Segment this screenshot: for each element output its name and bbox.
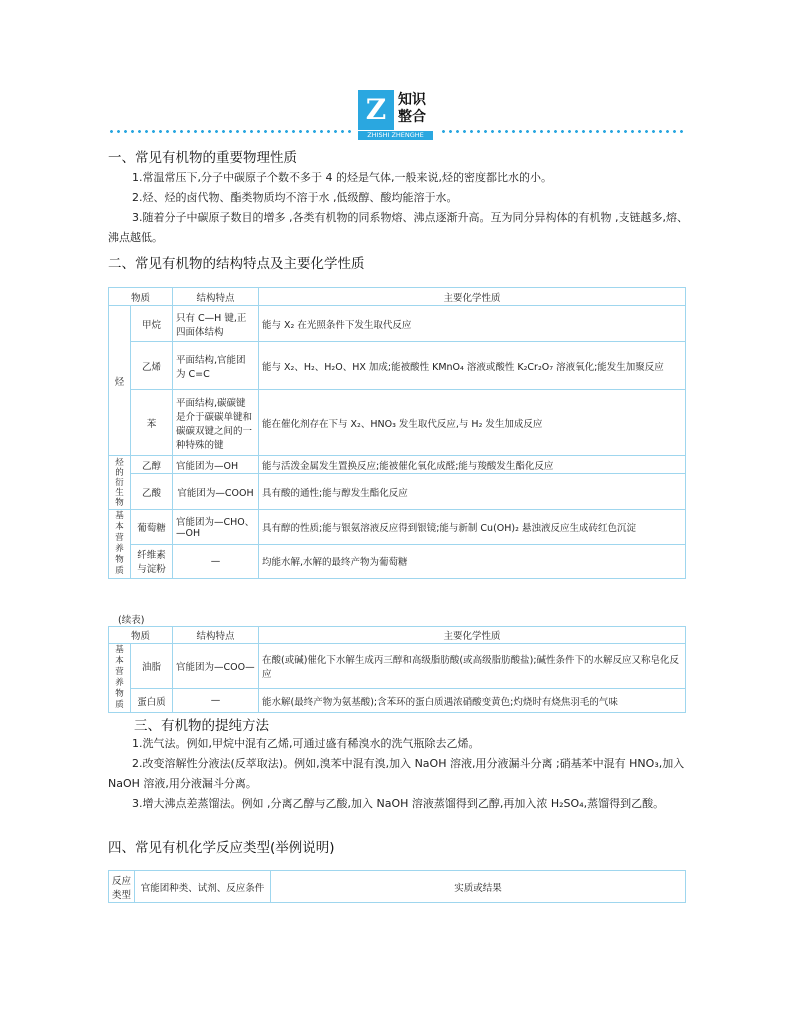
cell-name: 纤维素与淀粉 xyxy=(131,544,173,579)
cell-name: 油脂 xyxy=(131,644,173,689)
s3-p3: 3.增大沸点差蒸馏法。例如 ,分离乙醇与乙酸,加入 NaOH 溶液蒸馏得到乙醇,再加入浓 H₂SO₄,蒸馏得到乙酸。 xyxy=(132,797,665,810)
section-badge xyxy=(358,90,433,138)
cell-property: 能在催化剂存在下与 X₂、HNO₃ 发生取代反应,与 H₂ 发生加成反应 xyxy=(259,390,686,456)
group-derivative: 烃的衍生物 xyxy=(109,456,131,510)
cell-property: 在酸(或碱)催化下水解生成丙三醇和高级脂肪酸(或高级脂肪酸盐);碱性条件下的水解反应又称皂化反应 xyxy=(259,644,686,689)
cell-property: 能与 X₂ 在光照条件下发生取代反应 xyxy=(259,306,686,342)
cell-property: 能水解(最终产物为氨基酸);含苯环的蛋白质遇浓硝酸变黄色;灼烧时有烧焦羽毛的气味 xyxy=(259,689,686,713)
cell-structure: 官能团为—OH xyxy=(173,456,259,474)
th-substance: 物质 xyxy=(109,288,173,306)
cell-structure: — xyxy=(173,544,259,579)
cell-name: 乙醇 xyxy=(131,456,173,474)
cell-property: 能与 X₂、H₂、H₂O、HX 加成;能被酸性 KMnO₄ 溶液或酸性 K₂Cr₂O₇ 溶液氧化;能发生加聚反应 xyxy=(259,342,686,390)
cell-structure: 官能团为—CHO、—OH xyxy=(173,510,259,545)
cell-structure: 官能团为—COO— xyxy=(173,644,259,689)
divider-right xyxy=(440,130,685,133)
section2-title: 二、常见有机物的结构特点及主要化学性质 xyxy=(108,256,365,272)
reaction-table xyxy=(108,870,686,903)
badge-line1: 知识 xyxy=(398,92,426,108)
cell-structure: 官能团为—COOH xyxy=(173,474,259,510)
badge-line2: 整合 xyxy=(398,109,426,125)
th-property: 主要化学性质 xyxy=(259,288,686,306)
cell-property: 能与活泼金属发生置换反应;能被催化氧化成醛;能与羧酸发生酯化反应 xyxy=(259,456,686,474)
divider-left xyxy=(108,130,354,133)
cell-name: 乙烯 xyxy=(131,342,173,390)
cell-structure: 平面结构,官能团为 C=C xyxy=(173,342,259,390)
badge-letter: Z xyxy=(358,90,394,130)
section3-title: 三、有机物的提纯方法 xyxy=(134,718,269,734)
th-structure: 结构特点 xyxy=(173,627,259,644)
section1-title: 一、常见有机物的重要物理性质 xyxy=(108,150,297,166)
group-hydrocarbon: 烃 xyxy=(109,306,131,456)
cell-property: 具有醇的性质;能与银氨溶液反应得到银镜;能与新制 Cu(OH)₂ 悬浊液反应生成砖红色沉淀 xyxy=(259,510,686,545)
cell-property: 具有酸的通性;能与醇发生酯化反应 xyxy=(259,474,686,510)
cell-structure: — xyxy=(173,689,259,713)
cell-name: 葡萄糖 xyxy=(131,510,173,545)
cell-name: 蛋白质 xyxy=(131,689,173,713)
s3-p1: 1.洗气法。例如,甲烷中混有乙烯,可通过盛有稀溴水的洗气瓶除去乙烯。 xyxy=(132,737,480,750)
cell-structure: 平面结构,碳碳键是介于碳碳单键和碳碳双键之间的一种特殊的键 xyxy=(173,390,259,456)
cell-name: 苯 xyxy=(131,390,173,456)
s1-p1: 1.常温常压下,分子中碳原子个数不多于 4 的烃是气体,一般来说,烃的密度都比水的小。 xyxy=(132,171,552,184)
cell-structure: 只有 C—H 键,正四面体结构 xyxy=(173,306,259,342)
s1-p3: 3.随着分子中碳原子数目的增多 ,各类有机物的同系物熔、沸点逐渐升高。互为同分异构体的有机物 ,支链越多,熔、沸点越低。 xyxy=(108,211,688,244)
th-reaction-type: 反应类型 xyxy=(109,871,135,903)
th-property: 主要化学性质 xyxy=(259,627,686,644)
cell-property: 均能水解,水解的最终产物为葡萄糖 xyxy=(259,544,686,579)
section4-title: 四、常见有机化学反应类型(举例说明) xyxy=(108,840,335,856)
th-result: 实质或结果 xyxy=(271,871,686,903)
th-structure: 结构特点 xyxy=(173,288,259,306)
continued-table xyxy=(108,626,686,713)
s1-p2: 2.烃、烃的卤代物、酯类物质均不溶于水 ,低级醇、酸均能溶于水。 xyxy=(132,191,458,204)
cell-name: 乙酸 xyxy=(131,474,173,510)
th-conditions: 官能团种类、试剂、反应条件 xyxy=(135,871,271,903)
cell-name: 甲烷 xyxy=(131,306,173,342)
group-nutrient: 基本营养物质 xyxy=(109,510,131,579)
structure-table xyxy=(108,287,686,579)
group-nutrient: 基本营养物质 xyxy=(109,644,131,713)
th-substance: 物质 xyxy=(109,627,173,644)
badge-sub: ZHISHI ZHENGHE xyxy=(358,131,433,140)
continued-label: (续表) xyxy=(118,615,145,626)
s3-p2: 2.改变溶解性分液法(反萃取法)。例如,溴苯中混有溴,加入 NaOH 溶液,用分液漏斗分离 ;硝基苯中混有 HNO₃,加入 NaOH 溶液,用分液漏斗分离。 xyxy=(108,757,685,790)
